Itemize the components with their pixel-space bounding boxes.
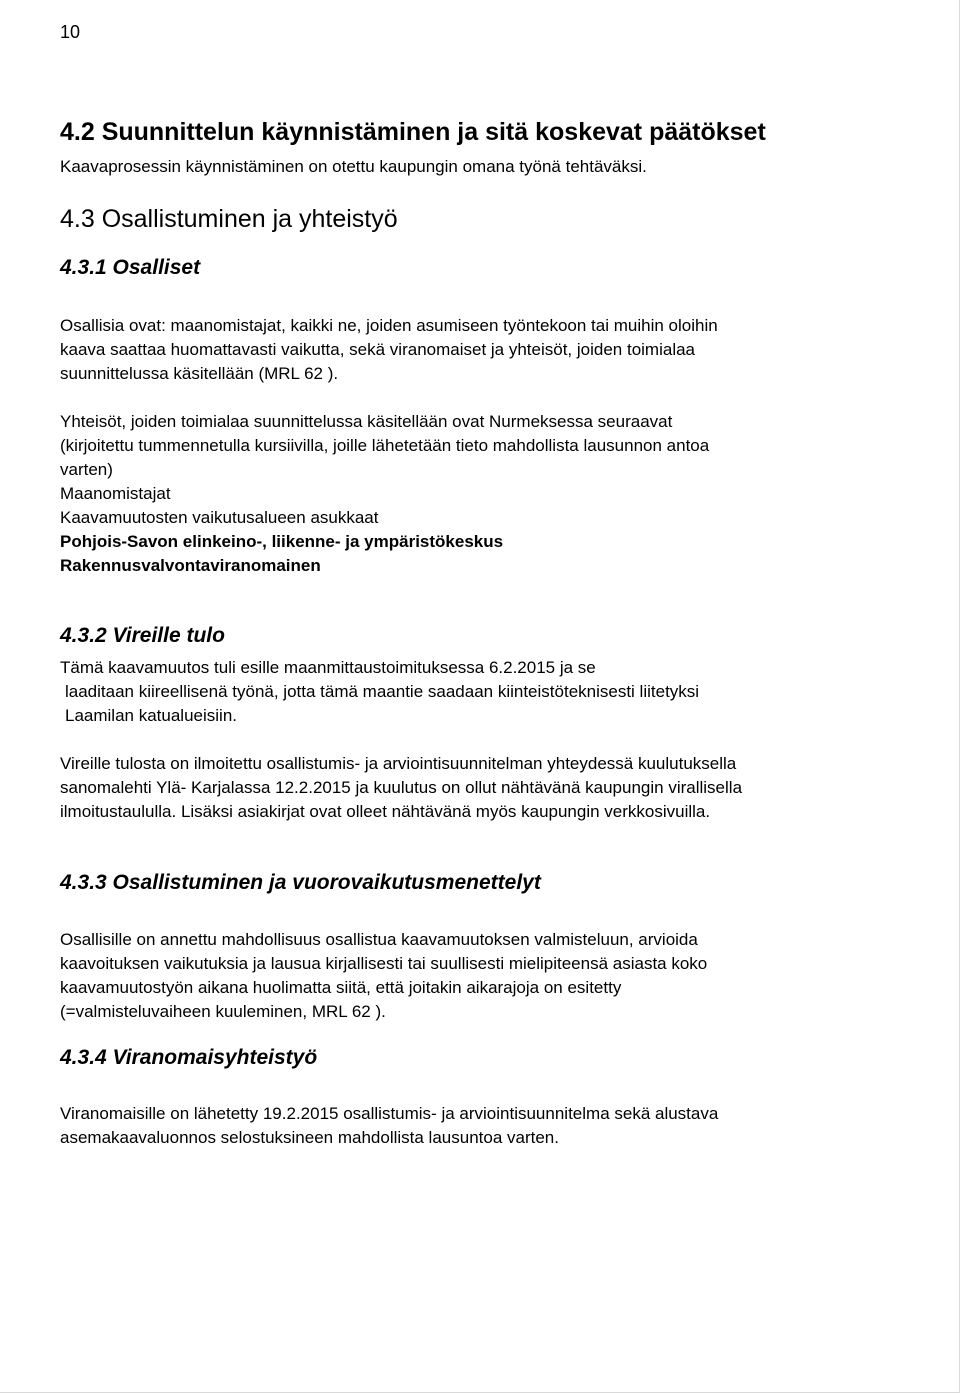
viranomais-line1: Viranomaisille on lähetetty 19.2.2015 osallistumis- ja arviointisuunnitelma sekä alustava xyxy=(60,1104,719,1123)
heading-4-3: 4.3 Osallistuminen ja yhteistyö xyxy=(60,205,398,233)
heading-4-3-3: 4.3.3 Osallistuminen ja vuorovaikutusmenettelyt xyxy=(60,871,541,894)
osalliset-para1-line1: Osallisia ovat: maanomistajat, kaikki ne, joiden asumiseen työntekoon tai muihin oloihin xyxy=(60,316,718,335)
osalliset-para2-line2: (kirjoitettu tummennetulla kursiivilla, joille lähetetään tieto mahdollista lausunnon antoa xyxy=(60,436,710,455)
osallistuminen-line4: (=valmisteluvaiheen kuuleminen, MRL 62 ). xyxy=(60,1002,386,1021)
viranomais-line2: asemakaavaluonnos selostuksineen mahdollista lausuntoa varten. xyxy=(60,1128,559,1147)
list-item: Maanomistajat xyxy=(60,484,171,503)
vireille-para2-line1: Vireille tulosta on ilmoitettu osallistumis- ja arviointisuunnitelman yhteydessä kuulutuksella xyxy=(60,754,737,773)
osalliset-para1-line3: suunnittelussa käsitellään (MRL 62 ). xyxy=(60,364,339,383)
osalliset-para2-line3: varten) xyxy=(60,460,113,479)
heading-4-3-2: 4.3.2 Vireille tulo xyxy=(60,624,225,647)
vireille-para1-line2: laaditaan kiireellisenä työnä, jotta tämä maantie saadaan kiinteistöteknisesti liitetyksi xyxy=(65,682,700,701)
list-item-bold: Pohjois-Savon elinkeino-, liikenne- ja ympäristökeskus xyxy=(60,532,504,551)
page-number: 10 xyxy=(60,22,81,42)
section-4-2-text: Kaavaprosessin käynnistäminen on otettu kaupungin omana työnä tehtäväksi. xyxy=(60,157,647,176)
vireille-para1-line1: Tämä kaavamuutos tuli esille maanmittaustoimituksessa 6.2.2015 ja se xyxy=(60,658,596,677)
vireille-para2-line2: sanomalehti Ylä- Karjalassa 12.2.2015 ja kuulutus on ollut nähtävänä kaupungin virallisella xyxy=(60,778,743,797)
heading-4-3-1: 4.3.1 Osalliset xyxy=(60,256,201,279)
osallistuminen-line2: kaavoituksen vaikutuksia ja lausua kirjallisesti tai suullisesti mielipiteensä asiasta koko xyxy=(60,954,708,973)
list-item: Kaavamuutosten vaikutusalueen asukkaat xyxy=(60,508,379,527)
osalliset-para1-line2: kaava saattaa huomattavasti vaikutta, sekä viranomaiset ja yhteisöt, joiden toimialaa xyxy=(60,340,696,359)
osallistuminen-line3: kaavamuutostyön aikana huolimatta siitä, että joitakin aikarajoja on esitetty xyxy=(60,978,622,997)
vireille-para2-line3: ilmoitustaululla. Lisäksi asiakirjat ovat olleet nähtävänä myös kaupungin verkkosivuilla. xyxy=(60,802,711,821)
list-item-bold: Rakennusvalvontaviranomainen xyxy=(60,556,321,575)
vireille-para1-line3: Laamilan katualueisiin. xyxy=(65,706,237,725)
heading-4-3-4: 4.3.4 Viranomaisyhteistyö xyxy=(60,1046,318,1069)
osalliset-para2-line1: Yhteisöt, joiden toimialaa suunnittelussa käsitellään ovat Nurmeksessa seuraavat xyxy=(60,412,673,431)
osallistuminen-line1: Osallisille on annettu mahdollisuus osallistua kaavamuutoksen valmisteluun, arvioida xyxy=(60,930,698,949)
heading-4-2: 4.2 Suunnittelun käynnistäminen ja sitä koskevat päätökset xyxy=(60,118,766,146)
